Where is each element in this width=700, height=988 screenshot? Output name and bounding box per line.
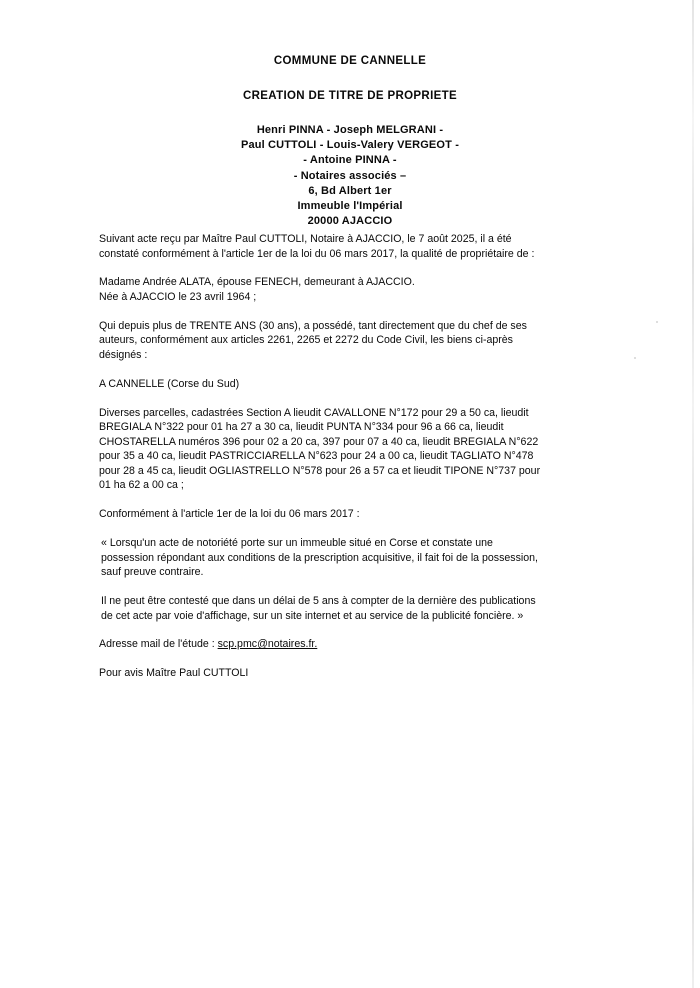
paragraph-commune-location: A CANNELLE (Corse du Sud) bbox=[99, 377, 240, 390]
email-link[interactable]: scp.pmc@notaires.fr. bbox=[217, 638, 318, 651]
office-street-line: 6, Bd Albert 1er bbox=[308, 184, 392, 197]
notary-office-block bbox=[0, 123, 700, 229]
notary-line: - Antoine PINNA - bbox=[303, 154, 397, 167]
paragraph-citation: « Lorsqu'un acte de notoriété porte sur un immeuble situé en Corse et constate une possession répondant aux conditions de la prescription acquisitive, il fait foi de la possession, sauf preuve contraire. bbox=[101, 537, 538, 579]
paragraph-parcelles: Diverses parcelles, cadastrées Section A lieudit CAVALLONE N°172 pour 29 a 50 ca, lieudit BREGIALA N°322 pour 01 ha 27 a 30 ca, lieudit PUNTA N°334 pour 96 a 66 ca, lieudit CHOSTARELLA numéros 396 pour 02 a 20 ca, 397 pour 07 a 40 ca, lieudit BREGIALA N°622 pour 35 a 40 ca, lieudit PASTRICCIARELLA N°623 pour 24 a 00 ca, lieudit TAGLIATO N°478 pour 28 a 45 ca, lieudit OGLIASTRELLO N°578 pour 26 a 57 ca et lieudit TIPONE N°737 pour 01 ha 62 a 00 ca ; bbox=[99, 406, 541, 492]
page-title-act-type: CREATION DE TITRE DE PROPRIETE bbox=[242, 90, 458, 102]
paragraph-signature: Pour avis Maître Paul CUTTOLI bbox=[99, 667, 249, 680]
document-body bbox=[99, 232, 599, 681]
email-label: Adresse mail de l'étude : bbox=[99, 638, 218, 651]
scan-speck bbox=[634, 357, 636, 359]
paragraph-conformite: Conformément à l'article 1er de la loi du 06 mars 2017 : bbox=[99, 508, 360, 521]
notary-line: Henri PINNA - Joseph MELGRANI - bbox=[256, 124, 444, 136]
scan-speck bbox=[656, 321, 658, 323]
document-header bbox=[0, 54, 700, 229]
office-city-line: 20000 AJACCIO bbox=[307, 215, 393, 228]
paragraph-acte: Suivant acte reçu par Maître Paul CUTTOLI, Notaire à AJACCIO, le 7 août 2025, il a été constaté conformément à l'article 1er de la loi du 06 mars 2017, la qualité de propriétaire de : bbox=[99, 233, 535, 260]
notary-association-line: - Notaires associés – bbox=[293, 169, 407, 182]
paragraph-email bbox=[99, 637, 599, 652]
paragraph-proprietaire: Madame Andrée ALATA, épouse FENECH, demeurant à AJACCIO. Née à AJACCIO le 23 avril 1964 ; bbox=[99, 276, 415, 303]
notary-line: Paul CUTTOLI - Louis-Valery VERGEOT - bbox=[240, 139, 460, 152]
paragraph-possession: Qui depuis plus de TRENTE ANS (30 ans), a possédé, tant directement que du chef de ses auteurs, conformément aux articles 2261, 2265 et 2272 du Code Civil, les biens ci-après désignés : bbox=[99, 319, 527, 361]
page-title-commune: COMMUNE DE CANNELLE bbox=[273, 55, 427, 67]
office-building-line: Immeuble l'Impérial bbox=[297, 200, 403, 213]
paragraph-contestation: Il ne peut être contesté que dans un délai de 5 ans à compter de la dernière des publications de cet acte par voie d'affichage, sur un site internet et au service de la publicité foncière. » bbox=[101, 595, 536, 622]
